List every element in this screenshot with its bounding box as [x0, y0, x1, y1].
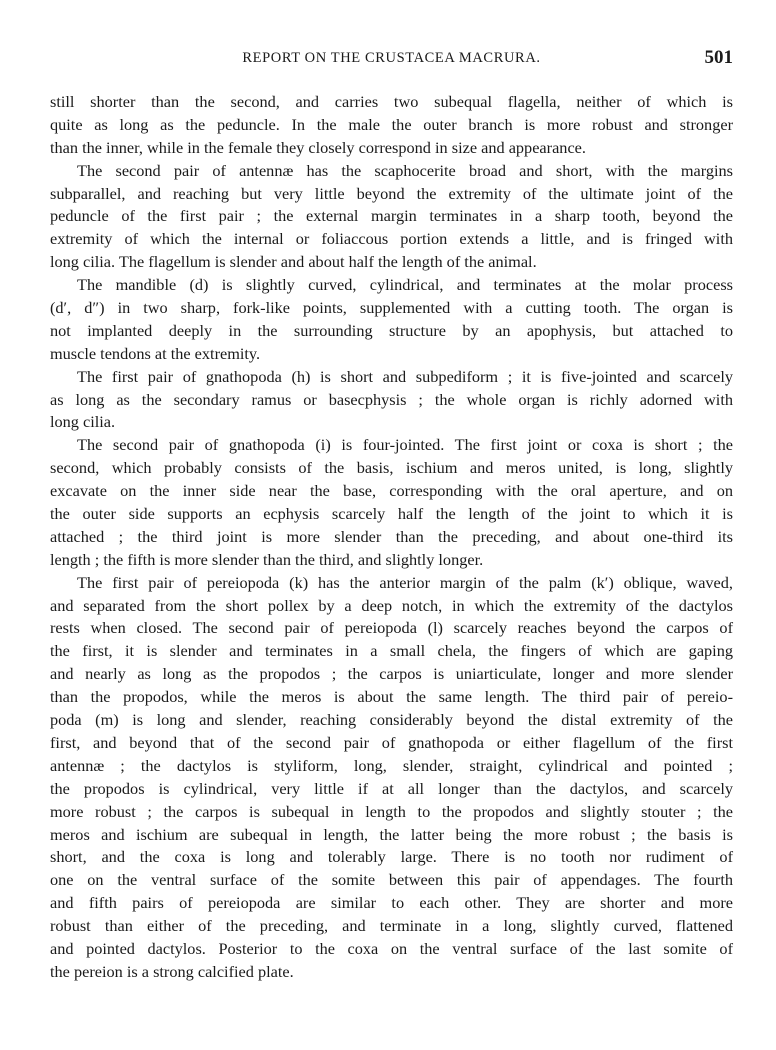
text-line: the pereion is a strong calcified plate.: [50, 961, 294, 981]
text-line: the outer side supports an ecphysis scarcely half the length of the joint to which it is: [50, 504, 733, 524]
text-line: and pointed dactylos. Posterior to the coxa on the ventral surface of the last somite of: [50, 938, 733, 958]
paragraph: [50, 160, 733, 274]
text-line: as long as the secondary ramus or basecphysis ; the whole organ is richly adorned with: [50, 389, 733, 409]
text-line: rests when closed. The second pair of pereiopoda (l) scarcely reaches beyond the carpos of: [50, 618, 733, 638]
paragraph: [50, 434, 733, 571]
text-line: short, and the coxa is long and tolerably large. There is no tooth nor rudiment of: [50, 847, 733, 867]
text-line: muscle tendons at the extremity.: [50, 343, 261, 363]
running-header: [50, 48, 733, 70]
text-line: extremity of which the internal or foliaccous portion extends a little, and is fringed with: [50, 229, 733, 249]
text-line: the first, it is slender and terminates in a small chela, the fingers of which are gaping: [50, 641, 733, 661]
text-line: attached ; the third joint is more slender than the preceding, and about one-third its: [50, 526, 733, 546]
body-text: [50, 91, 733, 984]
text-line: still shorter than the second, and carries two subequal flagella, neither of which is: [50, 92, 733, 111]
text-line: antennæ ; the dactylos is styliform, long, slender, straight, cylindrical and pointed ;: [50, 755, 733, 775]
paragraph: [50, 366, 733, 435]
text-line: excavate on the inner side near the base, corresponding with the oral aperture, and on: [50, 481, 733, 501]
text-line: the propodos is cylindrical, very little if at all longer than the dactylos, and scarcely: [50, 778, 733, 798]
text-line: one on the ventral surface of the somite between this pair of appendages. The fourth: [50, 870, 733, 890]
text-line: long cilia. The flagellum is slender and about half the length of the animal.: [50, 252, 537, 272]
text-line: The first pair of pereiopoda (k) has the anterior margin of the palm (k′) oblique, waved,: [77, 572, 733, 592]
page-number: 501: [704, 47, 733, 68]
text-line: than the inner, while in the female they closely correspond in size and appearance.: [50, 137, 586, 157]
paragraph: [50, 274, 733, 366]
text-line: not implanted deeply in the surrounding structure by an apophysis, but attached to: [50, 320, 733, 340]
text-line: long cilia.: [50, 412, 116, 432]
text-line: peduncle of the first pair ; the external margin terminates in a sharp tooth, beyond the: [50, 206, 733, 226]
text-line: quite as long as the peduncle. In the male the outer branch is more robust and stronger: [50, 114, 733, 134]
text-line: subparallel, and reaching but very little beyond the extremity of the ultimate joint of the: [50, 183, 733, 203]
text-line: robust than either of the preceding, and terminate in a long, slightly curved, flattened: [50, 916, 733, 936]
paragraph: [50, 572, 733, 984]
text-line: than the propodos, while the meros is about the same length. The third pair of pereio-: [50, 687, 733, 707]
paragraph: [50, 91, 733, 160]
text-line: and separated from the short pollex by a deep notch, in which the extremity of the dactylos: [50, 595, 733, 615]
text-line: first, and beyond that of the second pair of gnathopoda or either flagellum of the first: [50, 732, 733, 752]
text-line: meros and ischium are subequal in length, the latter being the more robust ; the basis is: [50, 824, 733, 844]
text-line: The second pair of antennæ has the scaphocerite broad and short, with the margins: [77, 160, 733, 180]
text-line: more robust ; the carpos is subequal in length to the propodos and slightly stouter ; the: [50, 801, 733, 821]
text-line: (d′, d″) in two sharp, fork-like points, supplemented with a cutting tooth. The organ is: [50, 298, 733, 318]
running-title: REPORT ON THE CRUSTACEA MACRURA.: [242, 50, 541, 66]
text-line: and nearly as long as the propodos ; the carpos is uniarticulate, longer and more slender: [50, 664, 733, 684]
text-line: second, which probably consists of the basis, ischium and meros united, is long, slightly: [50, 458, 733, 478]
text-line: The first pair of gnathopoda (h) is short and subpediform ; it is five-jointed and scarcely: [77, 366, 733, 386]
text-line: The mandible (d) is slightly curved, cylindrical, and terminates at the molar process: [77, 275, 733, 295]
text-line: The second pair of gnathopoda (i) is four-jointed. The first joint or coxa is short ; the: [77, 435, 733, 455]
text-line: poda (m) is long and slender, reaching considerably beyond the distal extremity of the: [50, 710, 733, 730]
text-line: and fifth pairs of pereiopoda are similar to each other. They are shorter and more: [50, 893, 733, 913]
text-line: length ; the fifth is more slender than the third, and slightly longer.: [50, 549, 484, 569]
